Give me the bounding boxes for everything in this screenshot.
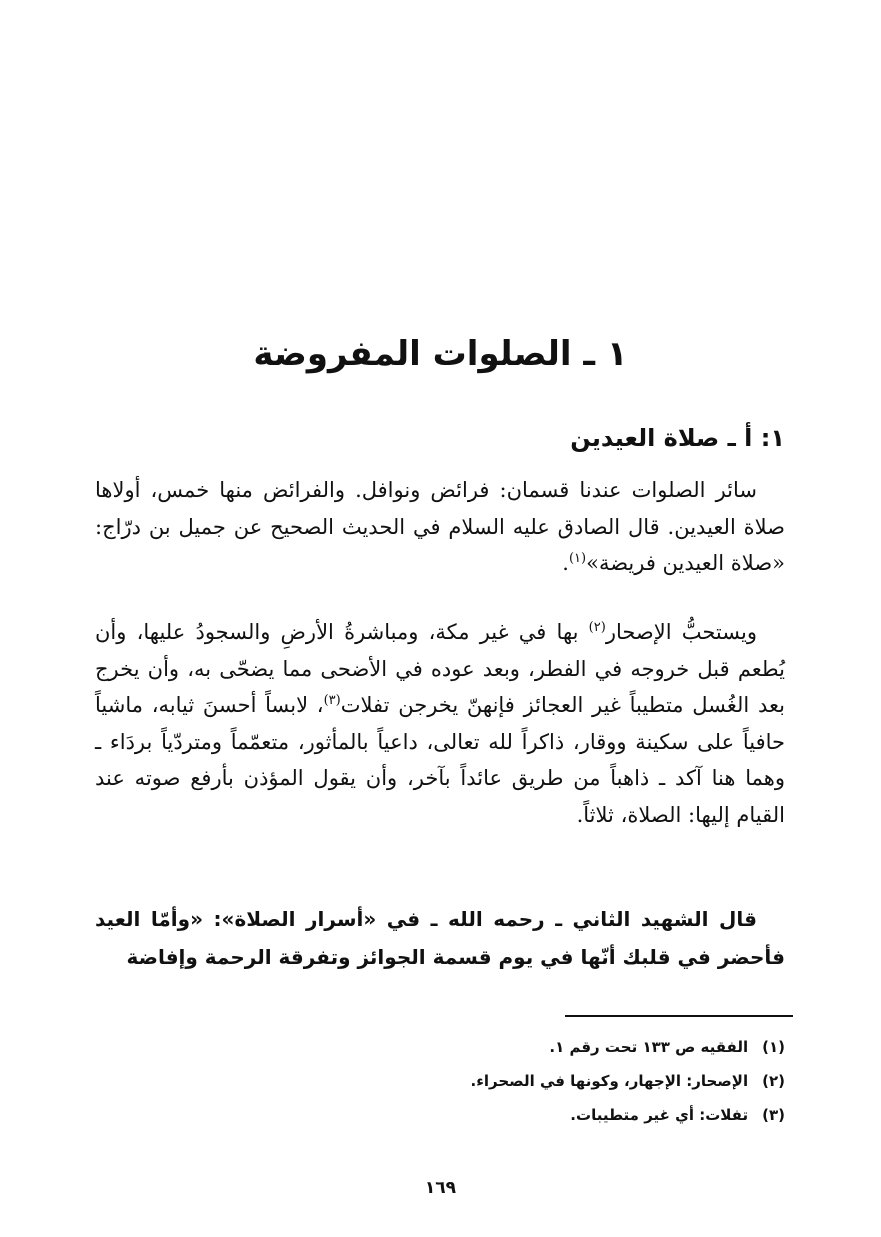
section-title: ١: أ ـ صلاة العيدين [570,424,785,452]
paragraph-1-tail: . [562,551,569,575]
paragraph-3-text: قال الشهيد الثاني ـ رحمه الله ـ في «أسرار الصلاة»: «وأمّا العيد فأحضر في قلبك أنّها في يوم قسمة الجوائز وتفرقة الرحمة وإفاضة [95,907,785,969]
footnotes [385,1030,785,1132]
footnote-text: الفقيه ص ١٣٣ تحت رقم ١. [549,1038,749,1056]
footnote-number: (١) [762,1038,785,1056]
footnote-text: الإصحار: الإجهار، وكونها في الصحراء. [470,1072,749,1090]
footnote-number: (٣) [762,1106,785,1124]
paragraph-2-part2: بها في غير مكة، ومباشرةُ الأرضِ والسجودُ عليها، وأن يُطعم قبل خروجه في الفطر، وبعد عوده في الأضحى مما يضحّى به، وأن يخرج بعد الغُسل متطيباً غير العجائز فإنهنّ يخرجن تفلات [95,620,785,717]
page-number: ١٦٩ [424,1178,457,1198]
footnote-2 [385,1064,785,1098]
footnote-ref-2[interactable]: (٢) [588,620,606,635]
footnote-1 [385,1030,785,1064]
footnote-ref-1[interactable]: (١) [568,551,587,566]
paragraph-1 [95,472,785,582]
footnote-3 [385,1098,785,1132]
paragraph-1-text: سائر الصلوات عندنا قسمان: فرائض ونوافل. والفرائض منها خمس، أولاها صلاة العيدين. قال الصادق عليه السلام في الحديث الصحيح عن جميل بن درّاج: «صلاة العيدين فريضة» [95,478,785,575]
chapter-title: ١ ـ الصلوات المفروضة [253,334,628,374]
footnote-text: تفلات: أي غير متطيبات. [570,1106,749,1124]
paragraph-2-part1: ويستحبُّ الإصحار [605,620,757,644]
paragraph-2-part3: ، لابساً أحسنَ ثيابه، ماشياً حافياً على سكينة ووقار، ذاكراً لله تعالى، داعياً بالمأثور، متعمّماً ومتردّياً بردَاء ـ وهما هنا آكد ـ ذاهباً من طريق عائداً بآخر، وأن يقول المؤذن بأرفع صوته عند القيام إليها: الصلاة، ثلاثاً. [95,693,785,827]
footnote-number: (٢) [762,1072,785,1090]
footnote-divider [565,1015,793,1017]
footnote-ref-3[interactable]: (٣) [323,693,341,708]
paragraph-2 [95,614,785,833]
paragraph-3 [95,900,785,976]
